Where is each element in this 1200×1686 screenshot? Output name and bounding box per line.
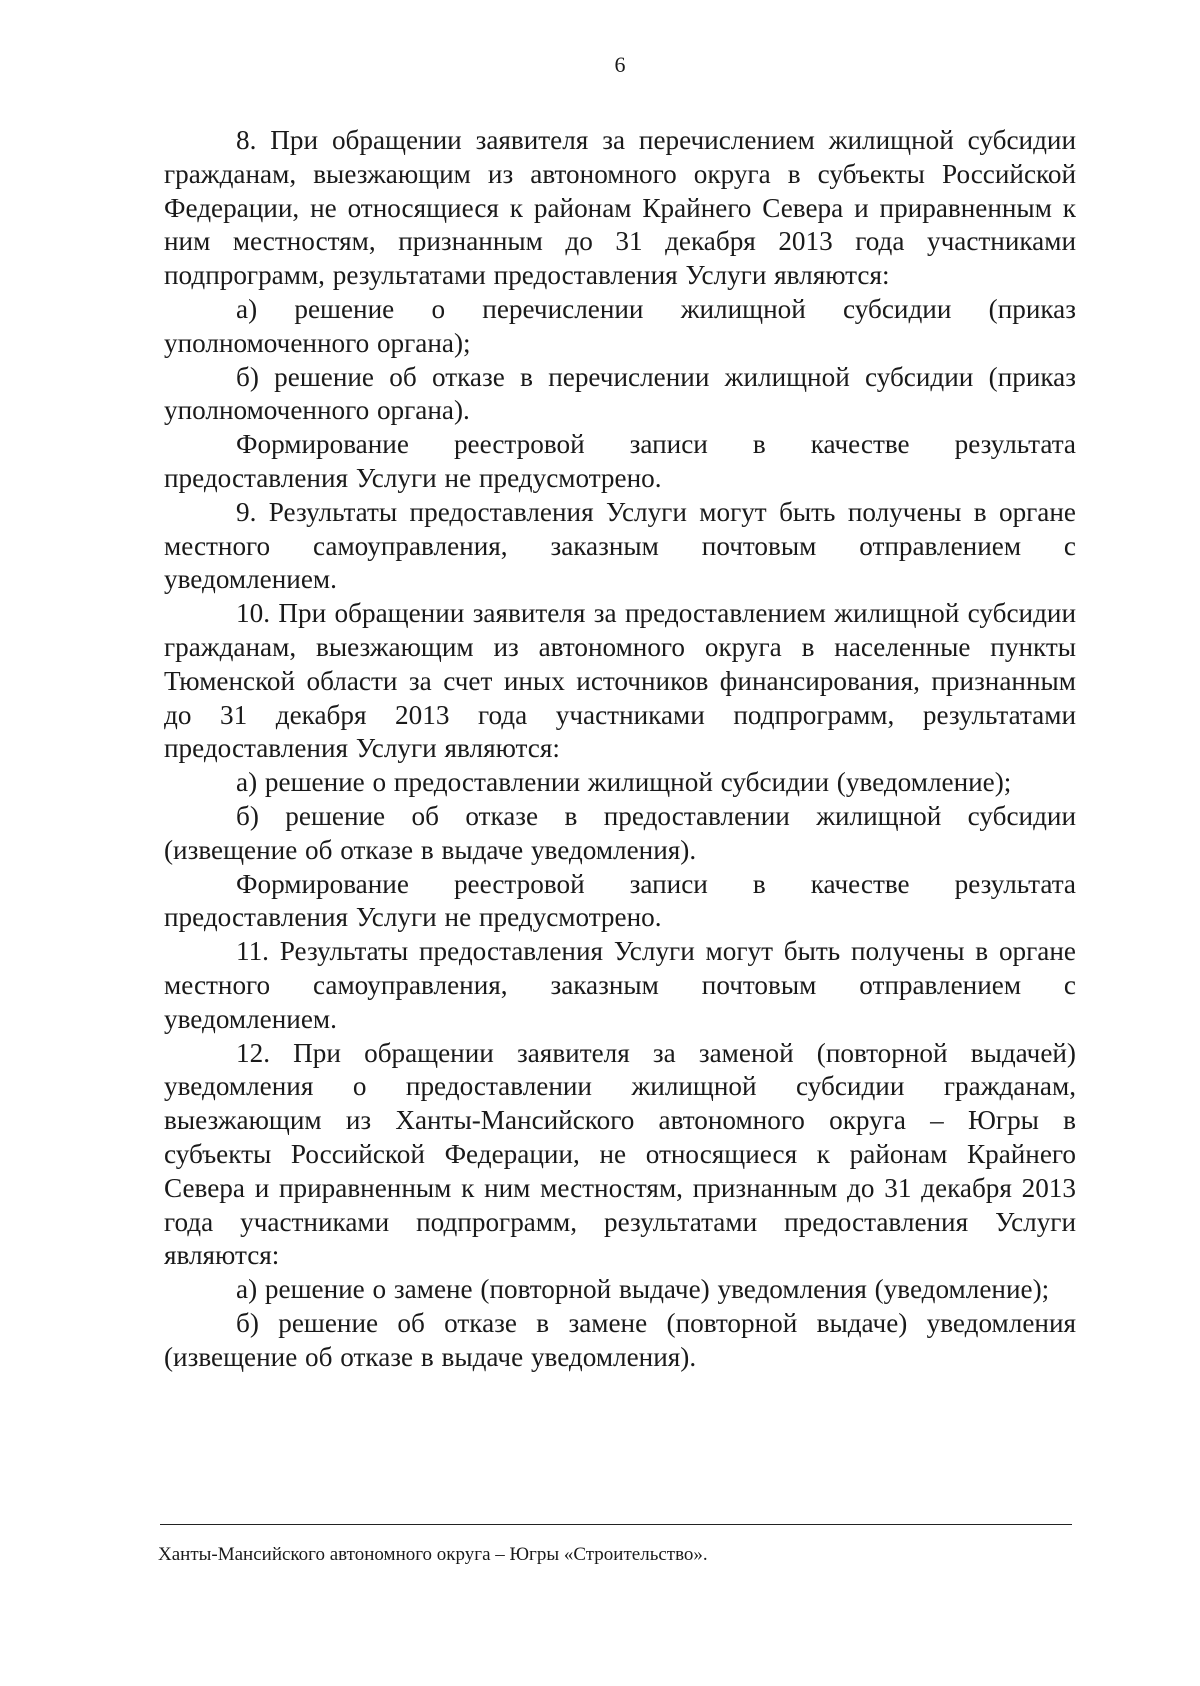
paragraph-8-item-a: а) решение о перечислении жилищной субсидии (приказ уполномоченного органа);	[164, 293, 1076, 358]
paragraph-12-item-b: б) решение об отказе в замене (повторной выдаче) уведомления (извещение об отказе в выдаче уведомления).	[164, 1307, 1076, 1372]
paragraph-9: 9. Результаты предоставления Услуги могут быть получены в органе местного самоуправления, заказным почтовым отправлением с уведомлением.	[164, 496, 1076, 595]
paragraph-8: 8. При обращении заявителя за перечислением жилищной субсидии гражданам, выезжающим из автономного округа в субъекты Российской Федерации, не относящиеся к районам Крайнего Севера и приравненным к ним местностям, признанным до 31 декабря 2013 года участниками подпрограмм, результатами предоставления Услуги являются:	[164, 125, 1076, 291]
paragraph-11: 11. Результаты предоставления Услуги могут быть получены в органе местного самоуправления, заказным почтовым отправлением с уведомлением.	[164, 936, 1076, 1034]
paragraph-12-item-a: а) решение о замене (повторной выдаче) уведомления (уведомление);	[236, 1274, 1050, 1305]
footer-text: Ханты-Мансийского автономного округа – Югры «Строительство».	[158, 1544, 708, 1565]
paragraph-12: 12. При обращении заявителя за заменой (повторной выдачей) уведомления о предоставлении жилищной субсидии гражданам, выезжающим из Ханты-Мансийского автономного округа – Югры в субъекты Российской Федерации, не относящиеся к районам Крайнего Севера и приравненным к ним местностям, признанным до 31 декабря 2013 года участниками подпрограмм, результатами предоставления Услуги являются:	[164, 1037, 1076, 1271]
document-body	[164, 124, 1076, 1374]
paragraph-10-item-b: б) решение об отказе в предоставлении жилищной субсидии (извещение об отказе в выдаче уведомления).	[164, 800, 1076, 865]
paragraph-10-registry-note: Формирование реестровой записи в качестве результата предоставления Услуги не предусмотрено.	[164, 868, 1076, 933]
paragraph-8-item-b: б) решение об отказе в перечислении жилищной субсидии (приказ уполномоченного органа).	[164, 361, 1076, 426]
page-number: 6	[614, 52, 626, 77]
paragraph-8-registry-note: Формирование реестровой записи в качестве результата предоставления Услуги не предусмотрено.	[164, 429, 1076, 493]
paragraph-10-item-a: а) решение о предоставлении жилищной субсидии (уведомление);	[236, 767, 1012, 798]
footer-divider	[160, 1524, 1072, 1525]
paragraph-10: 10. При обращении заявителя за предоставлением жилищной субсидии гражданам, выезжающим из автономного округа в населенные пункты Тюменской области за счет иных источников финансирования, признанным до 31 декабря 2013 года участниками подпрограмм, результатами предоставления Услуги являются:	[164, 598, 1076, 764]
